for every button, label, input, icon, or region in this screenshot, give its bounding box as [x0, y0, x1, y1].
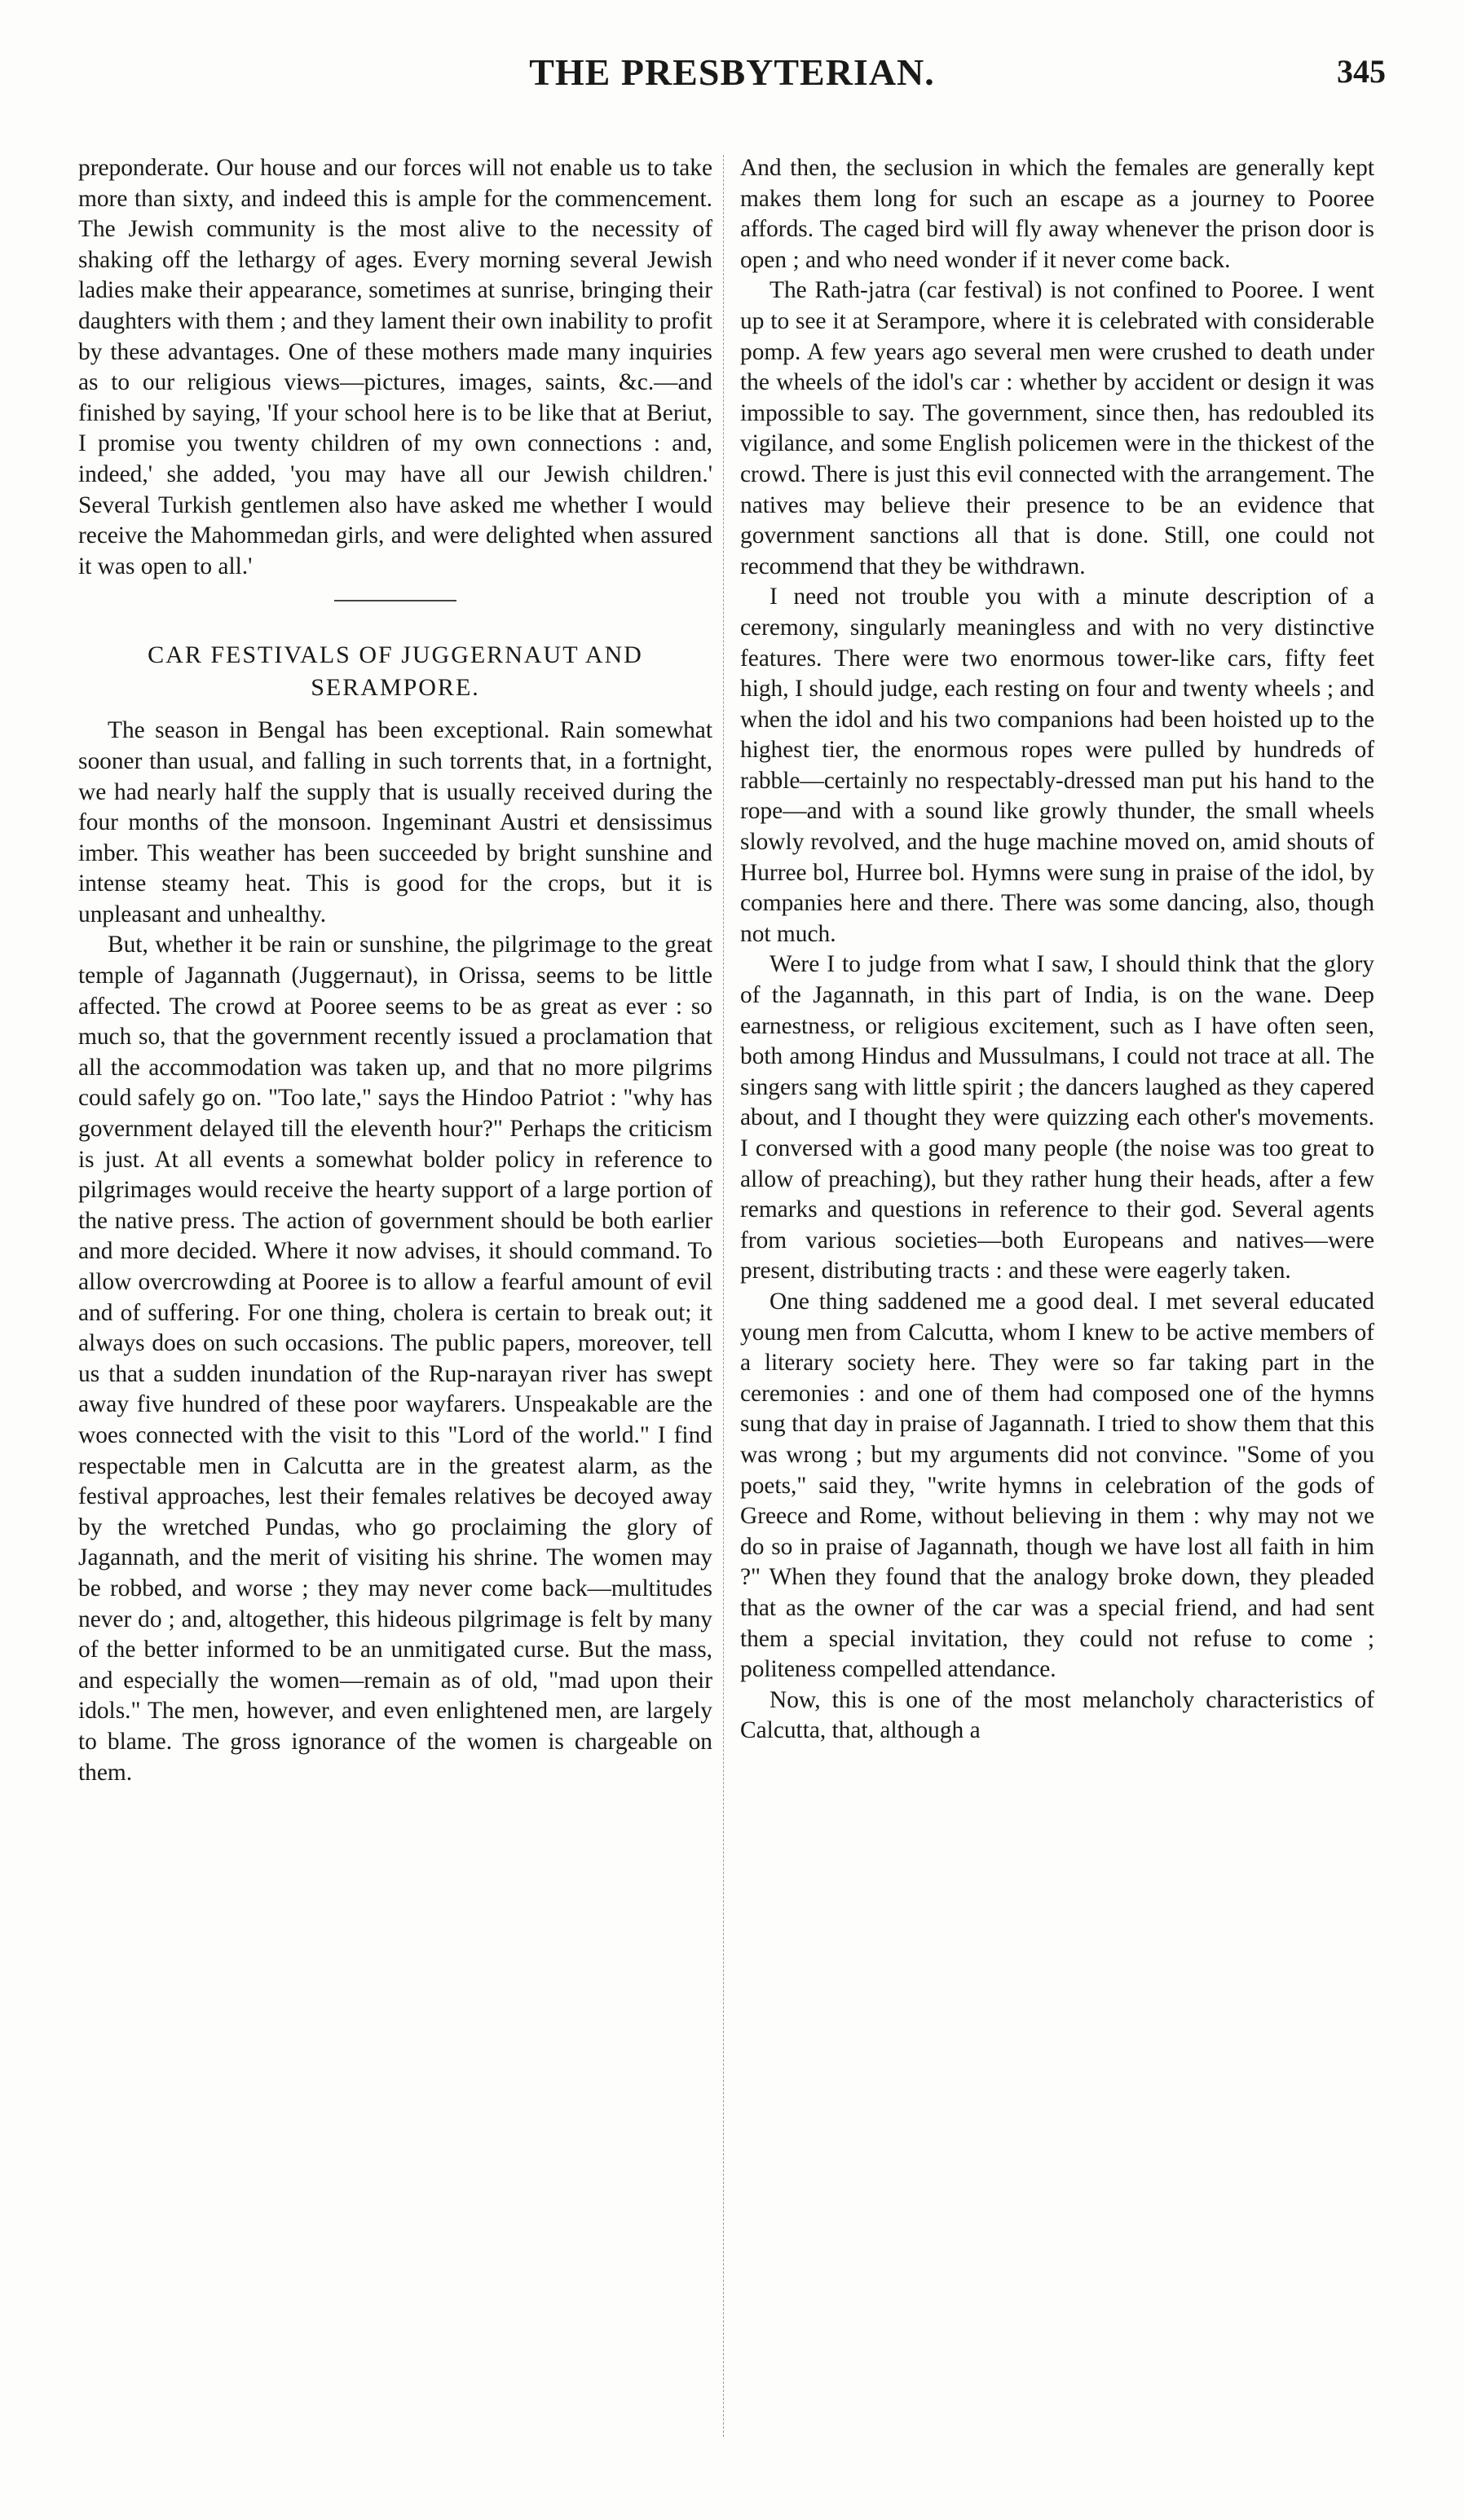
article-paragraph: I need not trouble you with a minute description of a ceremony, singularly meaningless and with no very distinctive features. There were two enormous tower-like cars, fifty feet high, I should judge, each resting on four and twenty wheels ; and when the idol and his two companions had been hoisted up to the highest tier, the enormous ropes were pulled by hundreds of rabble—certainly no respectably-dressed man put his hand to the rope—and with a sound like growly thunder, the small wheels slowly revolved, and the huge machine moved on, amid shouts of Hurree bol, Hurree bol. Hymns were sung in praise of the idol, by companies here and there. There was some dancing, also, though not much. [740, 584, 1374, 947]
section-divider [334, 600, 456, 601]
article-paragraph: Now, this is one of the most melancholy characteristics of Calcutta, that, although a [740, 1686, 1374, 1744]
article-paragraph: Were I to judge from what I saw, I should think that the glory of the Jagannath, in this part of India, is on the wane. Deep earnestness, or religious excitement, such as I have often seen, both among Hindus and Mussulmans, I could not trace at all. The singers sang with little spirit ; the dancers laughed as they capered about, and I thought they were quizzing each other's movements. I conversed with a good many people (the noise was too great to allow of preaching), but they rather hung their heads, after a few remarks and questions in reference to their god. Several agents from various societies—both Europeans and natives—were present, distributing tracts : and these were eagerly taken. [740, 951, 1374, 1284]
journal-title: THE PRESBYTERIAN. [529, 51, 935, 93]
article-paragraph: The Rath-jatra (car festival) is not confined to Pooree. I went up to see it at Serampore, where it is celebrated with considerable pomp. A few years ago several men were crushed to death under the wheels of the idol's car : whether by accident or design it was impossible to say. The government, since then, has redoubled its vigilance, and some English policemen were in the thickest of the crowd. There is just this evil connected with the arrangement. The natives may believe their presence to be an evidence that government sanctions all that is done. Still, one could not recommend that they be withdrawn. [740, 277, 1374, 579]
article-paragraph: But, whether it be rain or sunshine, the pilgrimage to the great temple of Jagannath (Juggernaut), in Orissa, seems to be little affected. The crowd at Pooree seems to be as great as ever : so much so, that the government recently issued a proclamation that all the accommodation was taken up, and that no more pilgrims could safely go on. "Too late," says the Hindoo Patriot : "why has government delayed till the eleventh hour?" Perhaps the criticism is just. At all events a somewhat bolder policy in reference to pilgrimages would receive the hearty support of a large portion of the native press. The action of government should be both earlier and more decided. Where it now advises, it should command. To allow overcrowding at Pooree is to allow a fearful amount of evil and of suffering. For one thing, cholera is certain to break out; it always does on such occasions. The public papers, moreover, tell us that a sudden inundation of the Rup-narayan river has swept away five hundred of these poor wayfarers. Unspeakable are the woes connected with the visit to this "Lord of the world." I find respectable men in Calcutta are in the greatest alarm, as the festival approaches, lest their females relatives be decoyed away by the wretched Pundas, who go proclaiming the glory of Jagannath, and the merit of visiting his shrine. The women may be robbed, and worse ; they may never come back—multitudes never do ; and, altogether, this hideous pilgrimage is felt by many of the better informed to be an unmitigated curse. But the mass, and especially the women—remain as of old, "mad upon their idols." The men, however, and even enlightened men, are largely to blame. The gross ignorance of the women is chargeable on them. [78, 932, 712, 1786]
article-heading [78, 639, 712, 704]
page-number: 345 [1337, 53, 1386, 90]
column-divider [723, 155, 724, 2437]
article-heading-line-1: CAR FESTIVALS OF JUGGERNAUT AND [148, 641, 643, 669]
article-paragraph: The season in Bengal has been exceptional. Rain somewhat sooner than usual, and falling in such torrents that, in a fortnight, we had nearly half the supply that is usually received during the four months of the monsoon. Ingeminant Austri et densissimus imber. This weather has been succeeded by bright sunshine and intense steamy heat. This is good for the crops, but it is unpleasant and unhealthy. [78, 717, 712, 927]
article-paragraph: One thing saddened me a good deal. I met several educated young men from Calcutta, whom I knew to be active members of a literary society here. They were so far taking part in the ceremonies : and one of them had composed one of the hymns sung that day in praise of Jagannath. I tried to show them that this was wrong ; but my arguments did not convince. "Some of you poets," said they, "write hymns in celebration of the gods of Greece and Rome, without believing in them : why may not we do so in praise of Jagannath, though we have lost all faith in him ?" When they found that the analogy broke down, they pleaded that as the owner of the car was a special friend, and had sent them a special invitation, they could not refuse to come ; politeness compelled attendance. [740, 1288, 1374, 1683]
running-head [78, 51, 1386, 99]
intro-paragraph: preponderate. Our house and our forces will not enable us to take more than sixty, and indeed this is ample for the commencement. The Jewish community is the most alive to the necessity of shaking off the lethargy of ages. Every morning several Jewish ladies make their appearance, sometimes at sunrise, bringing their daughters with them ; and they lament their own inability to profit by these advantages. One of these mothers made many inquiries as to our religious views—pictures, images, saints, &c.—and finished by saying, 'If your school here is to be like that at Beriut, I promise you twenty children of my own connections : and, indeed,' she added, 'you may have all our Jewish children.' Several Turkish gentlemen also have asked me whether I would receive the Mahommedan girls, and were delighted when assured it was open to all.' [78, 155, 712, 579]
article-heading-line-2: SERAMPORE. [311, 674, 480, 702]
left-column [78, 153, 712, 1788]
right-column [740, 153, 1374, 1747]
article-paragraph: And then, the seclusion in which the females are generally kept makes them long for such an escape as a journey to Pooree affords. The caged bird will fly away whenever the prison door is open ; and who need wonder if it never come back. [740, 155, 1374, 273]
